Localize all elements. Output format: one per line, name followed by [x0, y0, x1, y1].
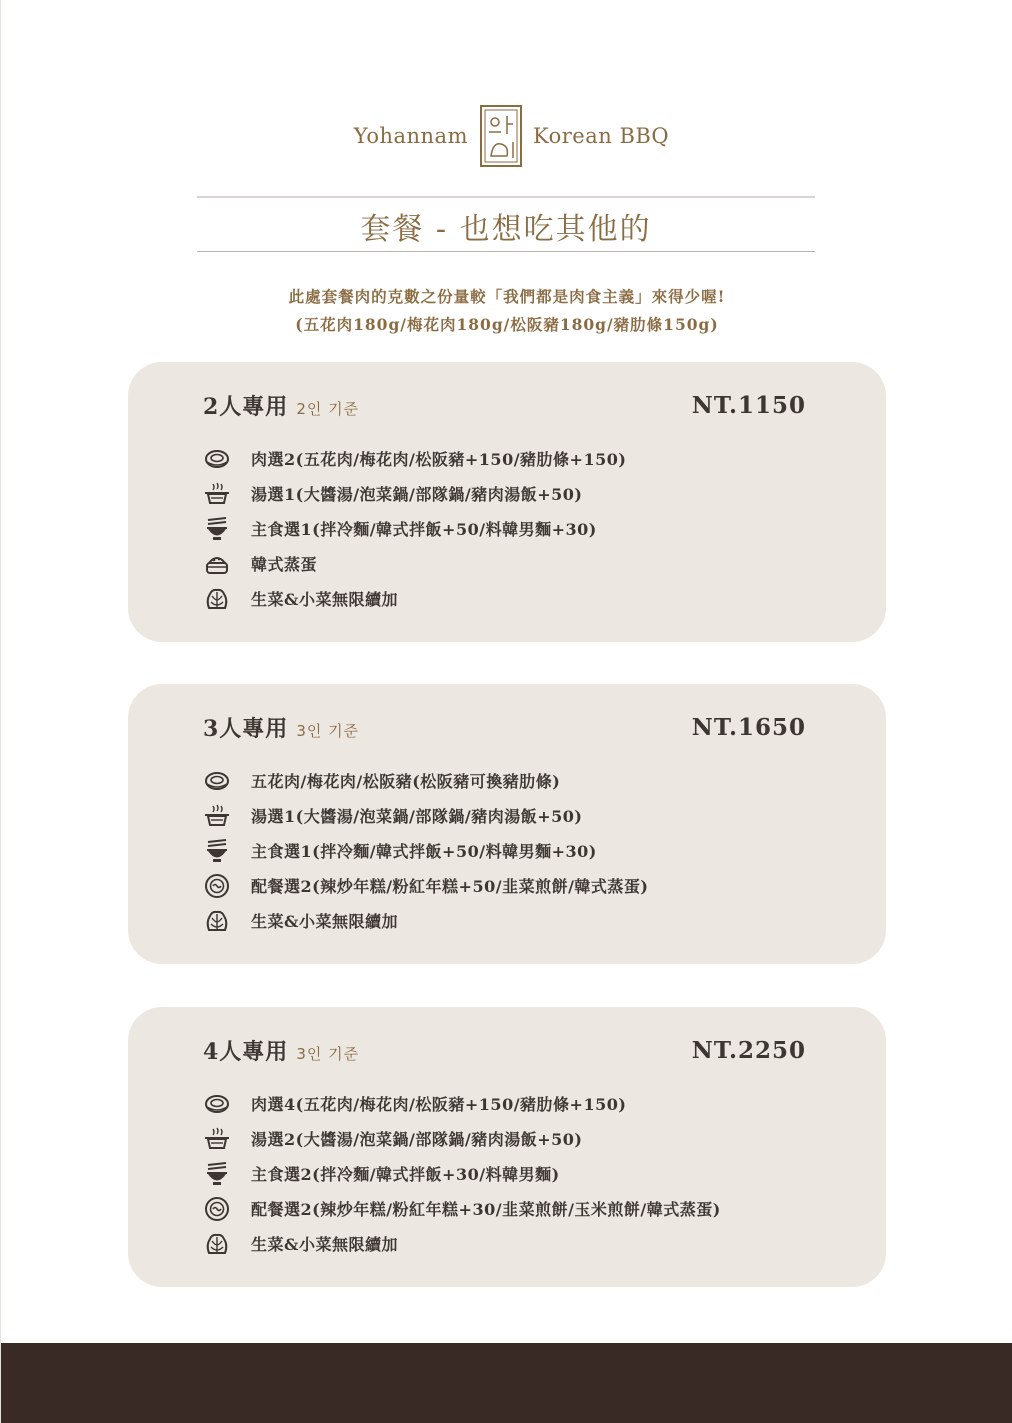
- list-item-text: 生菜&小菜無限續加: [251, 1235, 398, 1254]
- set-title: [203, 1035, 359, 1066]
- noodle-bowl-icon: [204, 838, 230, 864]
- lettuce-icon: [204, 908, 230, 934]
- footer-bar: [1, 1343, 1012, 1423]
- noodle-bowl-icon: [204, 1161, 230, 1187]
- title-divider-bottom: [197, 251, 815, 252]
- lettuce-icon: [204, 1231, 230, 1257]
- brand-name-right: Korean BBQ: [533, 124, 670, 148]
- set-price: NT.2250: [691, 1037, 806, 1064]
- list-item-text: 肉選2(五花肉/梅花肉/松阪豬+150/豬肋條+150): [251, 450, 627, 469]
- title-band: [197, 196, 815, 254]
- set-price: NT.1150: [691, 392, 806, 419]
- list-item-text: 五花肉/梅花肉/松阪豬(松阪豬可換豬肋條): [251, 772, 561, 791]
- noodle-bowl-icon: [204, 516, 230, 542]
- soup-pot-icon: [204, 481, 230, 507]
- set-title: [203, 712, 359, 743]
- brand-header: [1, 104, 1012, 168]
- soup-pot-icon: [204, 1126, 230, 1152]
- page-title: 套餐 - 也想吃其他的: [360, 212, 652, 247]
- set-title-label: 3人專用: [203, 716, 289, 742]
- list-item-text: 主食選2(拌冷麵/韓式拌飯+30/料韓男麵): [251, 1165, 560, 1184]
- list-item-text: 湯選2(大醬湯/泡菜鍋/部隊鍋/豬肉湯飯+50): [251, 1130, 583, 1149]
- pancake-icon: [204, 1196, 230, 1222]
- set-subtitle: 2인 기준: [296, 400, 360, 418]
- set-title-label: 4人專用: [203, 1039, 289, 1065]
- title-divider-top: [197, 196, 815, 198]
- steamed-egg-icon: [204, 551, 230, 577]
- set-menu-card: [128, 1007, 886, 1287]
- intro-portions: (五花肉180g/梅花肉180g/松阪豬180g/豬肋條150g): [295, 315, 719, 334]
- lettuce-icon: [204, 586, 230, 612]
- intro-note: 此處套餐肉的克數之份量較「我們都是肉食主義」來得少喔!: [288, 287, 726, 306]
- list-item-text: 湯選1(大醬湯/泡菜鍋/部隊鍋/豬肉湯飯+50): [251, 485, 583, 504]
- pancake-icon: [204, 873, 230, 899]
- restaurant-logo-icon: [479, 104, 523, 168]
- list-item-text: 湯選1(大醬湯/泡菜鍋/部隊鍋/豬肉湯飯+50): [251, 807, 583, 826]
- meat-icon: [204, 1091, 230, 1117]
- list-item-text: 配餐選2(辣炒年糕/粉紅年糕+30/韭菜煎餅/玉米煎餅/韓式蒸蛋): [251, 1200, 721, 1219]
- set-subtitle: 3인 기준: [296, 1045, 360, 1063]
- list-item-text: 主食選1(拌冷麵/韓式拌飯+50/料韓男麵+30): [251, 520, 597, 539]
- list-item-text: 主食選1(拌冷麵/韓式拌飯+50/料韓男麵+30): [251, 842, 597, 861]
- list-item-text: 肉選4(五花肉/梅花肉/松阪豬+150/豬肋條+150): [251, 1095, 627, 1114]
- list-item-text: 配餐選2(辣炒年糕/粉紅年糕+50/韭菜煎餅/韓式蒸蛋): [251, 877, 649, 896]
- set-price: NT.1650: [691, 714, 806, 741]
- meat-icon: [204, 446, 230, 472]
- soup-pot-icon: [204, 803, 230, 829]
- list-item-text: 生菜&小菜無限續加: [251, 590, 398, 609]
- set-subtitle: 3인 기준: [296, 722, 360, 740]
- set-title-label: 2人專用: [203, 394, 289, 420]
- set-menu-card: [128, 684, 886, 964]
- list-item-text: 韓式蒸蛋: [251, 555, 318, 574]
- meat-icon: [204, 768, 230, 794]
- set-menu-card: [128, 362, 886, 642]
- list-item-text: 生菜&小菜無限續加: [251, 912, 398, 931]
- set-title: [203, 390, 359, 421]
- brand-name-left: Yohannam: [353, 124, 468, 148]
